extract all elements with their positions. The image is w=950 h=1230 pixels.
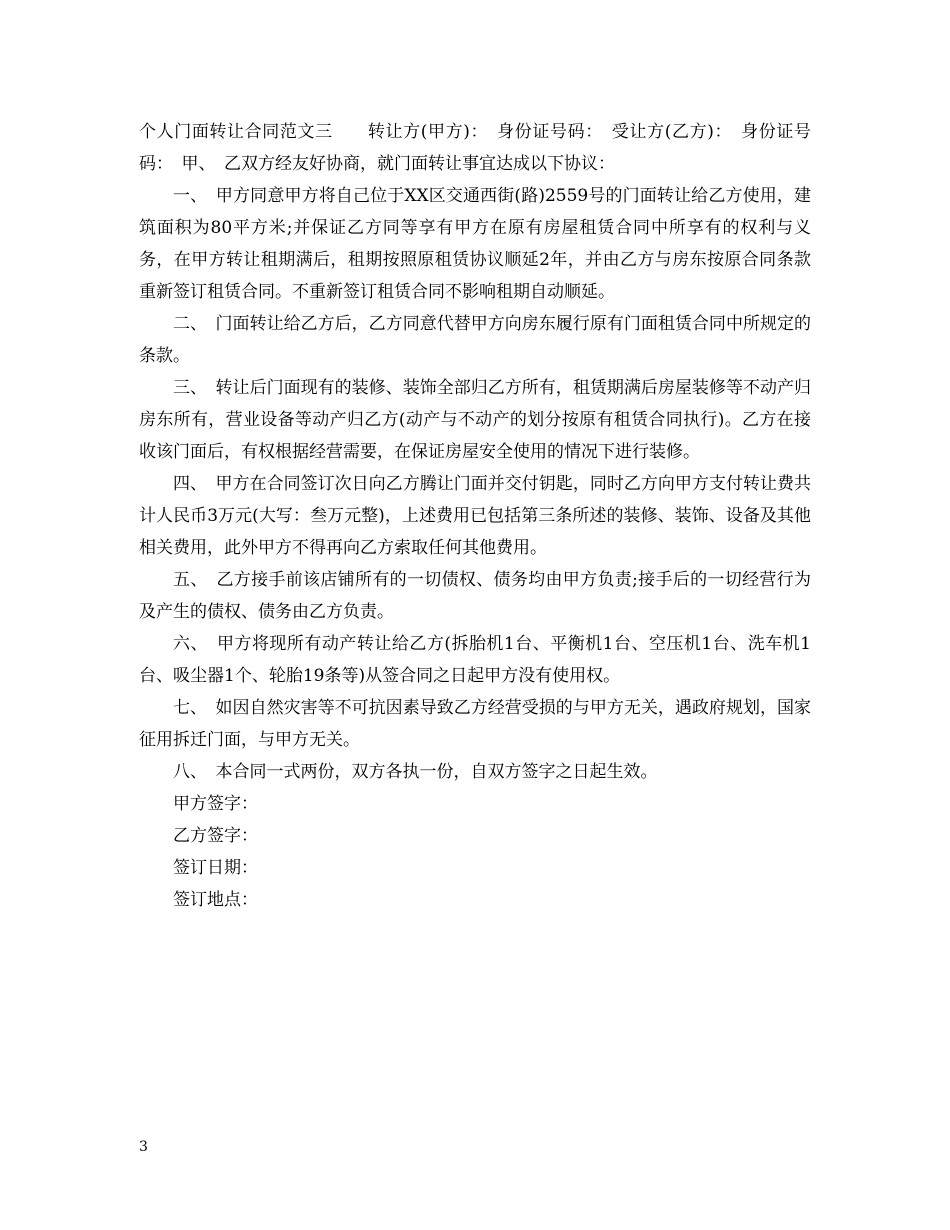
page-number: 3 [139,1139,148,1155]
contract-intro: 个人门面转让合同范文三 转让方(甲方)： 身份证号码： 受让方(乙方)： 身份证号码： 甲、 乙双方经友好协商，就门面转让事宜达成以下协议： [139,122,811,174]
signing-date-label: 签订日期： [173,858,258,878]
clause-2: 二、 门面转让给乙方后，乙方同意代替甲方向房东履行原有门面租赁合同中所规定的条款。 [139,314,811,366]
clause-5: 五、 乙方接手前该店铺所有的一切债权、债务均由甲方负责;接手后的一切经营行为及产生的债权、债务由乙方负责。 [139,570,811,622]
clause-8: 八、 本合同一式两份，双方各执一份，自双方签字之日起生效。 [173,762,658,782]
clause-3: 三、 转让后门面现有的装修、装饰全部归乙方所有，租赁期满后房屋装修等不动产归房东所有，营业设备等动产归乙方(动产与不动产的划分按原有租赁合同执行)。乙方在接收该门面后，有权根据经营需要，在保证房屋安全使用的情况下进行装修。 [139,378,811,462]
clause-7: 七、 如因自然灾害等不可抗因素导致乙方经营受损的与甲方无关，遇政府规划，国家征用拆迁门面，与甲方无关。 [139,698,811,750]
clause-1: 一、 甲方同意甲方将自己位于XX区交通西街(路)2559号的门面转让给乙方使用，建筑面积为80平方米;并保证乙方同等享有甲方在原有房屋租赁合同中所享有的权利与义务，在甲方转让租期满后，租期按照原租赁协议顺延2年，并由乙方与房东按原合同条款重新签订租赁合同。不重新签订租赁合同不影响租期自动顺延。 [139,186,811,302]
party-b-signature-label: 乙方签字： [173,826,258,846]
clause-6: 六、 甲方将现所有动产转让给乙方(拆胎机1台、平衡机1台、空压机1台、洗车机1台、吸尘器1个、轮胎19条等)从签合同之日起甲方没有使用权。 [139,634,811,686]
party-a-signature-label: 甲方签字： [173,794,258,814]
clause-4: 四、 甲方在合同签订次日向乙方腾让门面并交付钥匙，同时乙方向甲方支付转让费共计人民币3万元(大写：叁万元整)，上述费用已包括第三条所述的装修、装饰、设备及其他相关费用，此外甲方不得再向乙方索取任何其他费用。 [139,474,811,558]
contract-body [139,116,811,916]
signing-place-label: 签订地点： [173,890,258,910]
